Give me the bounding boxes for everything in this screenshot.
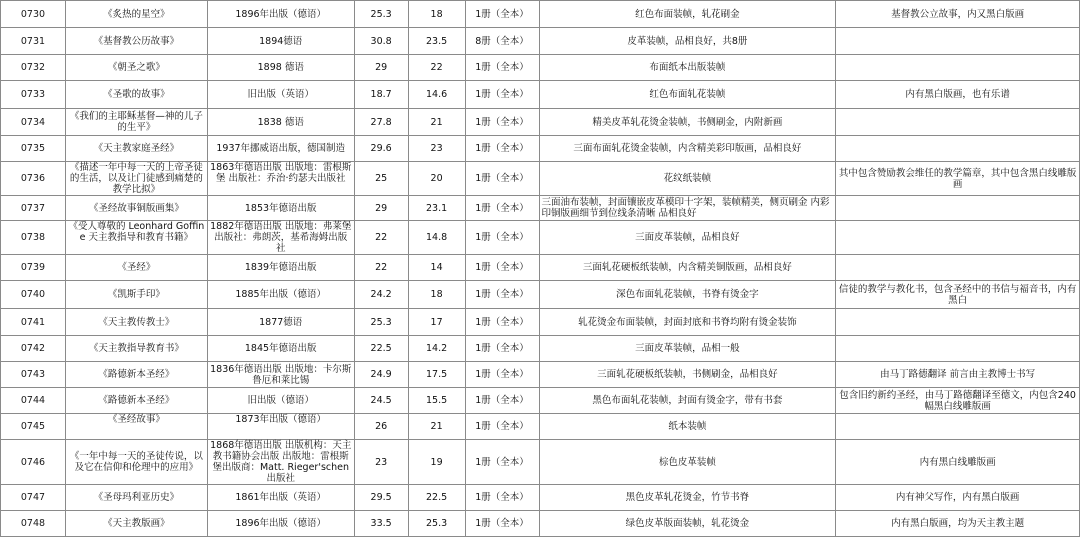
- height-cm-cell[interactable]: 24.2: [354, 281, 408, 309]
- width-cm-cell[interactable]: 20: [408, 162, 465, 196]
- title-cell[interactable]: 《受人尊敬的 Leonhard Goffine 天主教指导和教育书籍》: [65, 221, 207, 255]
- width-cm-cell[interactable]: 25.3: [408, 511, 465, 537]
- edition-cell[interactable]: 1877德语: [207, 309, 354, 336]
- notes-cell[interactable]: [836, 28, 1080, 55]
- edition-cell[interactable]: 旧出版（英语）: [207, 81, 354, 109]
- binding-cell[interactable]: 布面纸本出版装帧: [539, 55, 836, 81]
- edition-cell[interactable]: 1838 德语: [207, 109, 354, 136]
- volumes-cell[interactable]: 1册（全本）: [465, 1, 539, 28]
- notes-cell[interactable]: [836, 109, 1080, 136]
- edition-cell[interactable]: 1861年出版（英语）: [207, 485, 354, 511]
- height-cm-cell[interactable]: 24.5: [354, 388, 408, 414]
- width-cm-cell[interactable]: 18: [408, 1, 465, 28]
- item-number-cell[interactable]: 0738: [1, 221, 66, 255]
- volumes-cell[interactable]: 1册（全本）: [465, 440, 539, 485]
- volumes-cell[interactable]: 1册（全本）: [465, 81, 539, 109]
- title-cell[interactable]: 《描述一年中每一天的上帝圣徒的生活，以及让门徒感到痛楚的教学比拟》: [65, 162, 207, 196]
- edition-cell[interactable]: 1894德语: [207, 28, 354, 55]
- height-cm-cell[interactable]: 24.9: [354, 362, 408, 388]
- title-cell[interactable]: 《路德新本圣经》: [65, 362, 207, 388]
- height-cm-cell[interactable]: 25.3: [354, 1, 408, 28]
- item-number-cell[interactable]: 0731: [1, 28, 66, 55]
- edition-cell[interactable]: 1845年德语出版: [207, 336, 354, 362]
- edition-cell[interactable]: 1836年德语出版 出版地：卡尔斯鲁厄和莱比锡: [207, 362, 354, 388]
- width-cm-cell[interactable]: 23.5: [408, 28, 465, 55]
- item-number-cell[interactable]: 0745: [1, 414, 66, 440]
- edition-cell[interactable]: 1896年出版（德语）: [207, 511, 354, 537]
- title-cell[interactable]: 《圣母玛利亚历史》: [65, 485, 207, 511]
- table-row: [1, 485, 1080, 511]
- notes-cell[interactable]: [836, 136, 1080, 162]
- height-cm-cell[interactable]: 29: [354, 55, 408, 81]
- notes-cell[interactable]: [836, 55, 1080, 81]
- height-cm-cell[interactable]: 26: [354, 414, 408, 440]
- title-cell[interactable]: 《炙热的星空》: [65, 1, 207, 28]
- notes-cell[interactable]: 其中包含赞励教会维任的教学篇章，其中包含黑白线雕版画: [836, 162, 1080, 196]
- volumes-cell[interactable]: 1册（全本）: [465, 388, 539, 414]
- width-cm-cell[interactable]: 23.1: [408, 196, 465, 221]
- table-row: [1, 221, 1080, 255]
- binding-cell[interactable]: 黑色布面轧花装帧，封面有烫金字，带有书套: [539, 388, 836, 414]
- binding-cell[interactable]: 红色布面轧花装帧: [539, 81, 836, 109]
- height-cm-cell[interactable]: 30.8: [354, 28, 408, 55]
- width-cm-cell[interactable]: 22.5: [408, 485, 465, 511]
- item-number-cell[interactable]: 0736: [1, 162, 66, 196]
- width-cm-cell[interactable]: 14.8: [408, 221, 465, 255]
- width-cm-cell[interactable]: 23: [408, 136, 465, 162]
- height-cm-cell[interactable]: 18.7: [354, 81, 408, 109]
- table-row: [1, 281, 1080, 309]
- edition-cell[interactable]: 1873年出版（德语）: [207, 414, 354, 440]
- width-cm-cell[interactable]: 14: [408, 255, 465, 281]
- item-number-cell[interactable]: 0747: [1, 485, 66, 511]
- item-number-cell[interactable]: 0734: [1, 109, 66, 136]
- table-row: [1, 414, 1080, 440]
- title-cell[interactable]: 《凯斯手印》: [65, 281, 207, 309]
- table-row: [1, 336, 1080, 362]
- title-cell[interactable]: 《圣经故事》: [65, 414, 207, 440]
- binding-cell[interactable]: 三面轧花硬板纸装帧，内含精美铜版画，品相良好: [539, 255, 836, 281]
- item-number-cell[interactable]: 0748: [1, 511, 66, 537]
- width-cm-cell[interactable]: 17.5: [408, 362, 465, 388]
- binding-cell[interactable]: 三面轧花硬板纸装帧，书侧刷金，品相良好: [539, 362, 836, 388]
- edition-cell[interactable]: 旧出版（德语）: [207, 388, 354, 414]
- notes-cell[interactable]: [836, 336, 1080, 362]
- notes-cell[interactable]: [836, 255, 1080, 281]
- height-cm-cell[interactable]: 27.8: [354, 109, 408, 136]
- volumes-cell[interactable]: 1册（全本）: [465, 414, 539, 440]
- width-cm-cell[interactable]: 19: [408, 440, 465, 485]
- binding-cell[interactable]: 绿色皮革版面装帧，轧花烫金: [539, 511, 836, 537]
- width-cm-cell[interactable]: 22: [408, 55, 465, 81]
- volumes-cell[interactable]: 1册（全本）: [465, 336, 539, 362]
- title-cell[interactable]: 《天主教版画》: [65, 511, 207, 537]
- notes-cell[interactable]: 基督教公立故事，内又黑白版画: [836, 1, 1080, 28]
- width-cm-cell[interactable]: 18: [408, 281, 465, 309]
- item-number-cell[interactable]: 0735: [1, 136, 66, 162]
- volumes-cell[interactable]: 1册（全本）: [465, 309, 539, 336]
- binding-cell[interactable]: 三面皮革装帧，品相一般: [539, 336, 836, 362]
- table-body: [1, 1, 1080, 537]
- volumes-cell[interactable]: 1册（全本）: [465, 485, 539, 511]
- notes-cell[interactable]: [836, 414, 1080, 440]
- table-row: [1, 109, 1080, 136]
- item-number-cell[interactable]: 0732: [1, 55, 66, 81]
- binding-cell[interactable]: 轧花烫金布面装帧，封面封底和书脊均附有烫金装饰: [539, 309, 836, 336]
- title-cell[interactable]: 《朝圣之歌》: [65, 55, 207, 81]
- item-number-cell[interactable]: 0737: [1, 196, 66, 221]
- width-cm-cell[interactable]: 17: [408, 309, 465, 336]
- notes-cell[interactable]: 内有黑白线雕版画: [836, 440, 1080, 485]
- notes-cell[interactable]: [836, 221, 1080, 255]
- notes-cell[interactable]: [836, 309, 1080, 336]
- edition-cell[interactable]: 1853年德语出版: [207, 196, 354, 221]
- notes-cell[interactable]: 信徒的教学与教化书，包含圣经中的书信与福音书，内有黑白: [836, 281, 1080, 309]
- table-row: [1, 162, 1080, 196]
- volumes-cell[interactable]: 1册（全本）: [465, 281, 539, 309]
- title-cell[interactable]: 《基督教公历故事》: [65, 28, 207, 55]
- item-number-cell[interactable]: 0739: [1, 255, 66, 281]
- title-cell[interactable]: 《路德新本圣经》: [65, 388, 207, 414]
- volumes-cell[interactable]: 1册（全本）: [465, 221, 539, 255]
- height-cm-cell[interactable]: 29.6: [354, 136, 408, 162]
- binding-cell[interactable]: 三面布面轧花烫金装帧，内含精美彩印版画，品相良好: [539, 136, 836, 162]
- volumes-cell[interactable]: 1册（全本）: [465, 136, 539, 162]
- item-number-cell[interactable]: 0742: [1, 336, 66, 362]
- edition-cell[interactable]: 1937年挪威语出版，德国制造: [207, 136, 354, 162]
- width-cm-cell[interactable]: 21: [408, 414, 465, 440]
- item-number-cell[interactable]: 0730: [1, 1, 66, 28]
- table-row: [1, 136, 1080, 162]
- table-row: [1, 81, 1080, 109]
- item-number-cell[interactable]: 0744: [1, 388, 66, 414]
- title-cell[interactable]: 《天主教指导教育书》: [65, 336, 207, 362]
- volumes-cell[interactable]: 1册（全本）: [465, 55, 539, 81]
- height-cm-cell[interactable]: 23: [354, 440, 408, 485]
- binding-cell[interactable]: 皮革装帧，品相良好，共8册: [539, 28, 836, 55]
- height-cm-cell[interactable]: 25.3: [354, 309, 408, 336]
- volumes-cell[interactable]: 1册（全本）: [465, 362, 539, 388]
- title-cell[interactable]: 《天主教传教士》: [65, 309, 207, 336]
- notes-cell[interactable]: [836, 196, 1080, 221]
- table-row: [1, 362, 1080, 388]
- edition-cell[interactable]: 1882年德语出版 出版地：弗莱堡 出版社：弗朗茨，基希海姆出版社: [207, 221, 354, 255]
- title-cell[interactable]: 《一年中每一天的圣徒传说，以及它在信仰和伦理中的应用》: [65, 440, 207, 485]
- width-cm-cell[interactable]: 21: [408, 109, 465, 136]
- table-row: [1, 309, 1080, 336]
- volumes-cell[interactable]: 8册（全本）: [465, 28, 539, 55]
- height-cm-cell[interactable]: 22.5: [354, 336, 408, 362]
- table-row: [1, 388, 1080, 414]
- volumes-cell[interactable]: 1册（全本）: [465, 196, 539, 221]
- table-row: [1, 196, 1080, 221]
- notes-cell[interactable]: 内有黑白版画，也有乐谱: [836, 81, 1080, 109]
- title-cell[interactable]: 《天主教家庭圣经》: [65, 136, 207, 162]
- binding-cell[interactable]: 三面油布装帧，封面镶嵌皮革模印十字架，装帧精美，侧页刷金 内彩印铜版画细节到位线条清晰 品相良好: [539, 196, 836, 221]
- edition-cell[interactable]: 1868年德语出版 出版机构：天主教书籍协会出版 出版地：雷根斯堡出版商：Matt. Rieger'schen出版社: [207, 440, 354, 485]
- height-cm-cell[interactable]: 29.5: [354, 485, 408, 511]
- item-number-cell[interactable]: 0746: [1, 440, 66, 485]
- table-row: [1, 28, 1080, 55]
- volumes-cell[interactable]: 1册（全本）: [465, 162, 539, 196]
- edition-cell[interactable]: 1863年德语出版 出版地：雷根斯堡 出版社：乔治·约瑟夫出版社: [207, 162, 354, 196]
- item-number-cell[interactable]: 0733: [1, 81, 66, 109]
- binding-cell[interactable]: 三面皮革装帧，品相良好: [539, 221, 836, 255]
- width-cm-cell[interactable]: 14.6: [408, 81, 465, 109]
- title-cell[interactable]: 《我们的主耶稣基督—神的儿子的生平》: [65, 109, 207, 136]
- notes-cell[interactable]: 由马丁路德翻译 前言由主教博士书写: [836, 362, 1080, 388]
- notes-cell[interactable]: 包含旧约新约圣经，由马丁路德翻译至德文，内包含240幅黑白线雕版画: [836, 388, 1080, 414]
- binding-cell[interactable]: 精美皮革轧花烫金装帧，书侧刷金，内附新画: [539, 109, 836, 136]
- height-cm-cell[interactable]: 29: [354, 196, 408, 221]
- binding-cell[interactable]: 纸本装帧: [539, 414, 836, 440]
- binding-cell[interactable]: 深色布面轧花装帧，书脊有烫金字: [539, 281, 836, 309]
- height-cm-cell[interactable]: 25: [354, 162, 408, 196]
- height-cm-cell[interactable]: 22: [354, 221, 408, 255]
- notes-cell[interactable]: 内有神父写作，内有黑白版画: [836, 485, 1080, 511]
- title-cell[interactable]: 《圣歌的故事》: [65, 81, 207, 109]
- binding-cell[interactable]: 红色布面装帧，轧花刷金: [539, 1, 836, 28]
- binding-cell[interactable]: 棕色皮革装帧: [539, 440, 836, 485]
- table-row: [1, 55, 1080, 81]
- item-number-cell[interactable]: 0740: [1, 281, 66, 309]
- width-cm-cell[interactable]: 15.5: [408, 388, 465, 414]
- binding-cell[interactable]: 花纹纸装帧: [539, 162, 836, 196]
- table-row: [1, 511, 1080, 537]
- height-cm-cell[interactable]: 33.5: [354, 511, 408, 537]
- binding-cell[interactable]: 黑色皮革轧花烫金，竹节书脊: [539, 485, 836, 511]
- title-cell[interactable]: 《圣经故事铜版画集》: [65, 196, 207, 221]
- title-cell[interactable]: 《圣经》: [65, 255, 207, 281]
- volumes-cell[interactable]: 1册（全本）: [465, 109, 539, 136]
- notes-cell[interactable]: 内有黑白版画，均为天主教主题: [836, 511, 1080, 537]
- item-number-cell[interactable]: 0743: [1, 362, 66, 388]
- table-row: [1, 255, 1080, 281]
- table-row: [1, 1, 1080, 28]
- height-cm-cell[interactable]: 22: [354, 255, 408, 281]
- edition-cell[interactable]: 1885年出版（德语）: [207, 281, 354, 309]
- item-number-cell[interactable]: 0741: [1, 309, 66, 336]
- edition-cell[interactable]: 1839年德语出版: [207, 255, 354, 281]
- width-cm-cell[interactable]: 14.2: [408, 336, 465, 362]
- edition-cell[interactable]: 1898 德语: [207, 55, 354, 81]
- volumes-cell[interactable]: 1册（全本）: [465, 255, 539, 281]
- table-row: [1, 440, 1080, 485]
- volumes-cell[interactable]: 1册（全本）: [465, 511, 539, 537]
- edition-cell[interactable]: 1896年出版（德语）: [207, 1, 354, 28]
